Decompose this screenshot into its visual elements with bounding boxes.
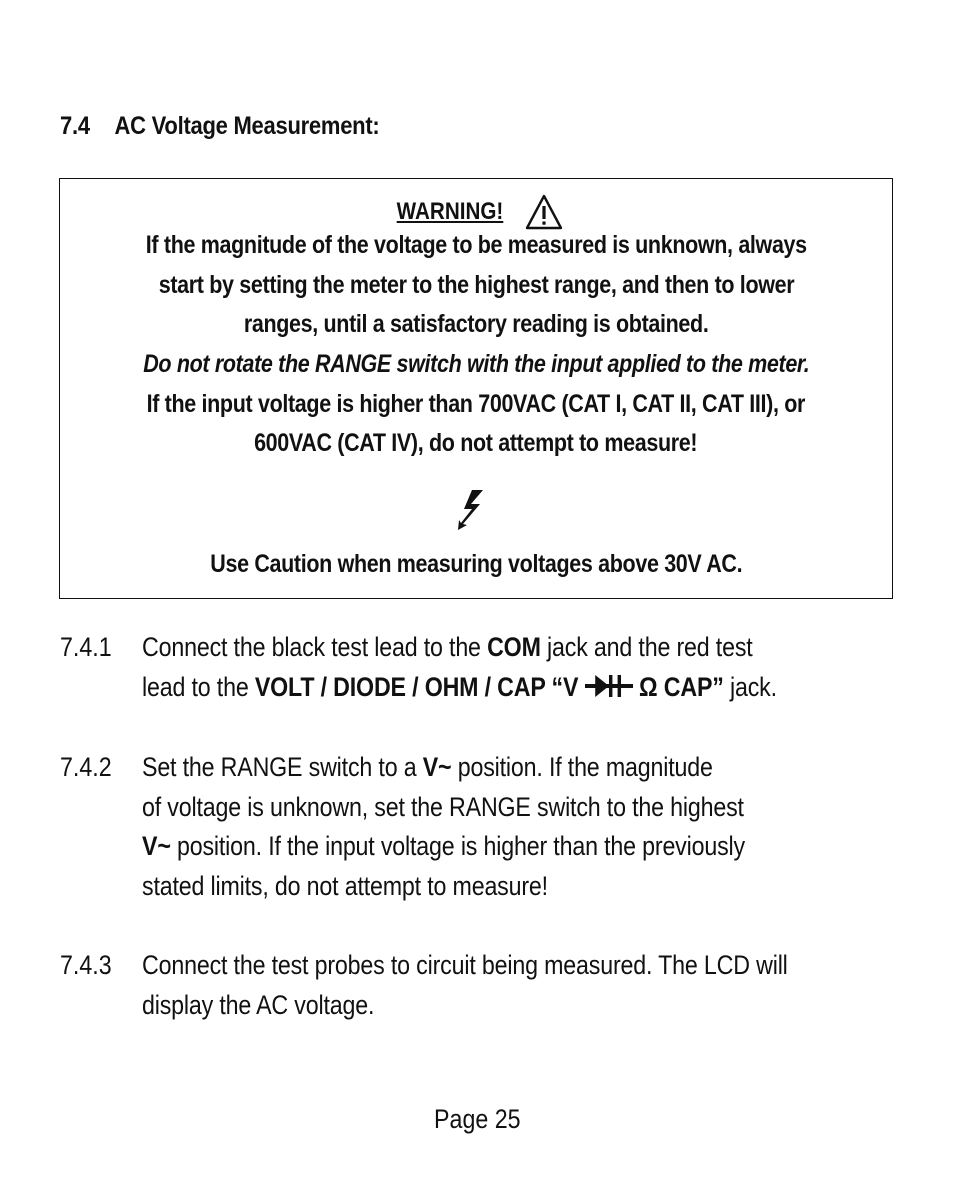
step-number: 7.4.2 (60, 752, 112, 782)
step-line: V~ position. If the input voltage is higher than the previously (142, 831, 745, 861)
step-number: 7.4.1 (60, 632, 112, 662)
warning-italic-line: Do not rotate the RANGE switch with the input applied to the meter. (142, 350, 810, 378)
warning-limit-line-2: 600VAC (CAT IV), do not attempt to measure! (254, 429, 698, 457)
warning-box (59, 178, 893, 599)
warning-limit-line-1: If the input voltage is higher than 700VAC (CAT I, CAT II, CAT III), or (146, 390, 806, 418)
warning-line-3: ranges, until a satisfactory reading is obtained. (243, 310, 709, 338)
step-line: of voltage is unknown, set the RANGE switch to the highest (142, 791, 744, 822)
step-line: Connect the test probes to circuit being measured. The LCD will (142, 950, 788, 980)
section-heading (60, 112, 423, 141)
step-number: 7.4.3 (60, 950, 112, 980)
high-voltage-bolt-icon (450, 488, 490, 532)
diode-symbol-icon (585, 671, 633, 697)
section-number: 7.4 (60, 112, 90, 140)
section-title: AC Voltage Measurement: (114, 112, 380, 140)
step-body (142, 748, 843, 906)
warning-title-row (60, 193, 892, 231)
warning-caution-line: Use Caution when measuring voltages above 30V AC. (210, 550, 742, 578)
step-line: display the AC voltage. (142, 989, 375, 1020)
step-body (142, 946, 893, 1025)
step-line: Set the RANGE switch to a V~ position. If the magnitude (142, 752, 713, 782)
step-line: stated limits, do not attempt to measure! (142, 870, 548, 901)
step-line: Connect the black test lead to the COM jack and the red test (142, 632, 753, 662)
warning-line-2: start by setting the meter to the highest range, and then to lower (158, 271, 794, 299)
warning-triangle-icon (524, 193, 564, 231)
warning-line-1: If the magnitude of the voltage to be measured is unknown, always (145, 231, 807, 259)
warning-title: WARNING! (396, 198, 504, 225)
step-body (142, 628, 880, 707)
page-number: Page 25 (433, 1104, 521, 1134)
step-line: lead to the VOLT / DIODE / OHM / CAP “V Ω CAP” jack. (142, 671, 777, 702)
